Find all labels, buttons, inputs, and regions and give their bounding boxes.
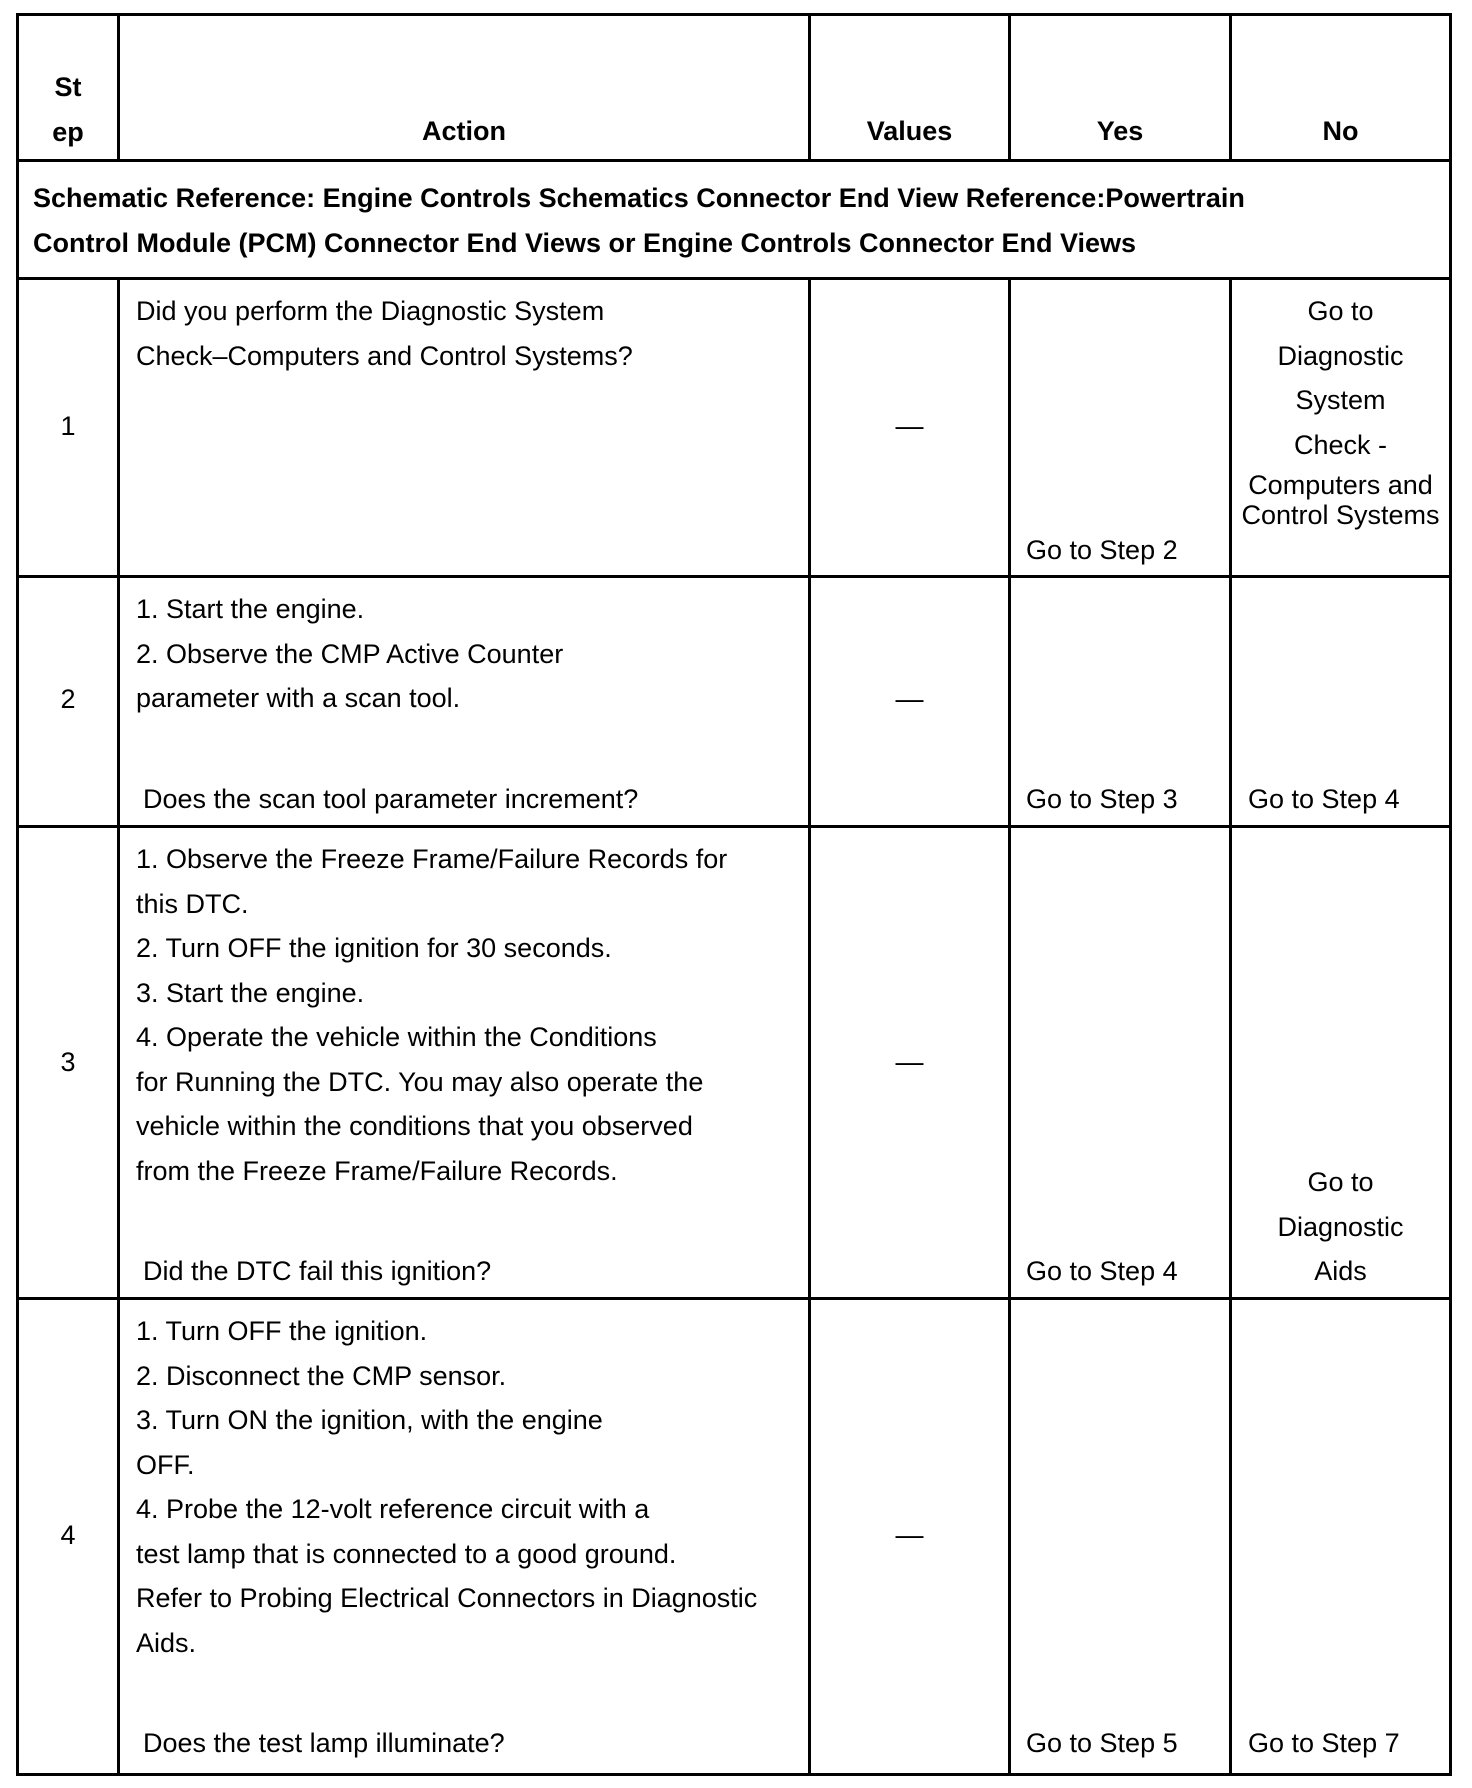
schematic-reference: [33, 176, 1443, 265]
action-line: for Running the DTC. You may also operate the: [136, 1066, 704, 1097]
action-line: OFF.: [136, 1449, 195, 1480]
no-line: Go to Step 4: [1248, 784, 1400, 814]
action-row-1: [136, 289, 801, 378]
table-border-right: [1449, 13, 1452, 1776]
action-line: Check–Computers and Control Systems?: [136, 340, 633, 371]
schematic-reference-line-1: Schematic Reference: Engine Controls Schematics Connector End View Reference:Powertrain: [33, 183, 1245, 213]
step-number-4: 4: [60, 1520, 76, 1550]
yes-row-3: Go to Step 4: [1026, 1256, 1178, 1286]
action-line: 2. Disconnect the CMP sensor.: [136, 1360, 507, 1391]
header-step-line-1: St: [54, 72, 82, 102]
no-row-2: [1248, 777, 1448, 822]
row-3-divider: [16, 1297, 1452, 1300]
values-row-4: —: [895, 1519, 924, 1550]
no-line: Control Systems: [1241, 500, 1440, 530]
no-line: Diagnostic: [1277, 1211, 1404, 1242]
question-row-4: Does the test lamp illuminate?: [143, 1728, 505, 1758]
table-border-left: [16, 13, 19, 1776]
header-no: No: [1322, 116, 1359, 146]
schematic-divider: [16, 277, 1452, 280]
header-step: [19, 65, 117, 154]
no-line: Computers and: [1248, 470, 1433, 500]
action-line: 2. Turn OFF the ignition for 30 seconds.: [136, 933, 612, 963]
no-line: Check -: [1293, 429, 1388, 460]
no-line: Diagnostic: [1277, 340, 1404, 371]
header-step-line-2: ep: [52, 116, 84, 147]
action-line: 4. Probe the 12-volt reference circuit with a: [136, 1494, 650, 1524]
action-row-4: [136, 1309, 801, 1665]
step-number-2: 2: [60, 684, 76, 714]
table-border-top: [16, 13, 1452, 16]
header-divider: [16, 159, 1452, 162]
action-line: 1. Turn OFF the ignition.: [136, 1316, 428, 1346]
action-line: 1. Observe the Freeze Frame/Failure Records for: [136, 844, 728, 874]
yes-row-1: Go to Step 2: [1026, 535, 1178, 565]
step-number-1: 1: [60, 411, 76, 441]
action-row-2: [136, 587, 801, 721]
action-line: Did you perform the Diagnostic System: [136, 296, 605, 326]
no-row-3: [1232, 1160, 1449, 1294]
no-line: Go to: [1307, 296, 1374, 326]
values-row-2: —: [895, 683, 924, 714]
action-line: vehicle within the conditions that you observed: [136, 1111, 693, 1141]
values-row-1: —: [895, 410, 924, 441]
table-border-bottom: [16, 1773, 1452, 1776]
row-2-divider: [16, 825, 1452, 828]
no-row-4: [1248, 1721, 1448, 1766]
col-divider-step: [117, 277, 120, 1776]
action-line: Aids.: [136, 1627, 197, 1658]
header-action: Action: [422, 116, 506, 146]
no-line: Go to: [1307, 1167, 1374, 1197]
action-line: Refer to Probing Electrical Connectors in Diagnostic: [136, 1583, 758, 1613]
header-yes: Yes: [1096, 116, 1144, 146]
yes-row-4: Go to Step 5: [1026, 1728, 1178, 1758]
yes-row-2: Go to Step 3: [1026, 784, 1178, 814]
action-line: from the Freeze Frame/Failure Records.: [136, 1155, 618, 1186]
action-line: 2. Observe the CMP Active Counter: [136, 638, 564, 669]
action-line: this DTC.: [136, 888, 249, 919]
values-row-3: —: [895, 1046, 924, 1077]
action-row-3: [136, 837, 801, 1193]
header-values: Values: [866, 116, 953, 146]
question-row-2: Does the scan tool parameter increment?: [143, 784, 639, 814]
col-divider-values: [1008, 277, 1011, 1776]
action-line: test lamp that is connected to a good ground.: [136, 1538, 677, 1569]
action-line: 3. Turn ON the ignition, with the engine: [136, 1405, 603, 1435]
step-number-3: 3: [60, 1047, 76, 1077]
schematic-reference-line-2: Control Module (PCM) Connector End Views or Engine Controls Connector End Views: [33, 227, 1137, 258]
question-row-3: Did the DTC fail this ignition?: [143, 1256, 492, 1286]
row-1-divider: [16, 575, 1452, 578]
action-line: 4. Operate the vehicle within the Conditions: [136, 1022, 657, 1052]
diagnostic-table: [16, 13, 1452, 1776]
no-row-1: [1232, 289, 1449, 529]
action-line: 1. Start the engine.: [136, 594, 365, 624]
action-line: parameter with a scan tool.: [136, 683, 461, 713]
no-line: Go to Step 7: [1248, 1728, 1400, 1758]
no-line: System: [1295, 385, 1386, 415]
action-line: 3. Start the engine.: [136, 977, 365, 1008]
no-line: Aids: [1314, 1256, 1367, 1286]
